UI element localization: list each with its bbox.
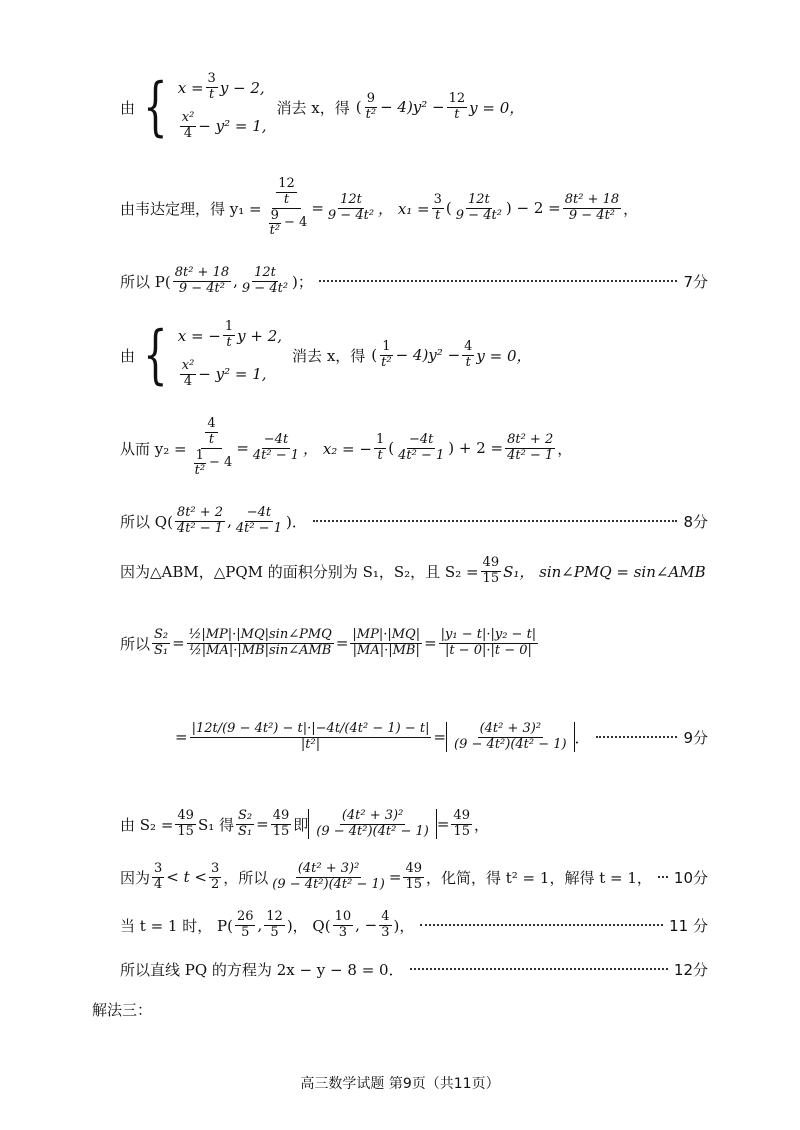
fraction: $\frac{49}{15}$: [482, 554, 500, 586]
system-1-line: 由 { x = $\frac{3}{t}$ y − 2, x² 4 − y² = 1, 消去 x，得 ( 9 t² − 4)y² − $\frac{12}{t}$ y = 0，: [120, 70, 525, 144]
fraction: $\frac{\text{|y₁ − t|·|y₂ − t|}}{|t - 0|\cdot|t - 0|}$: [440, 626, 537, 658]
fraction: 3 4: [154, 860, 163, 892]
fraction: $\frac{\text{(4t² + 3)²}}{\text{(9 − 4t²)(4t² − 1)}}$: [272, 860, 385, 892]
fraction: $\frac{\text{S₂}}{\text{S₁}}$: [154, 626, 169, 658]
ratio-simplified-line: = $\frac{\text{|12t/(9 − 4t²) − t|·|−4t/(4t² − 1) − t|}}{\text{|t²|}}$ = (4t² + 3)² (9 − 4t²)(4t² − 1) ． 9分: [175, 720, 708, 752]
absolute-value: (4t² + 3)² (9 − 4t²)(4t² − 1): [446, 722, 575, 753]
compound-fraction: $\frac{12}{t}$ 9 t² − 4: [269, 175, 308, 239]
fraction: $\frac{1}{t}$: [375, 431, 385, 463]
score-marker: 8分: [683, 512, 708, 531]
point-q-line: 所以 Q( 8t² + 2 4t² − 1 , −4t 4t² − 1 )． 8分: [120, 504, 708, 536]
fraction: $\frac{4}{3}$: [381, 908, 390, 940]
fraction: 12t 9 − 4t²: [241, 264, 289, 296]
leader-dots: [319, 280, 678, 282]
point-p-line: 所以 P( 8t² + 18 9 − 4t² , 12t 9 − 4t² )； 7分: [120, 264, 708, 296]
fraction: −4t 4t² − 1: [235, 504, 282, 536]
fraction: x² 4: [181, 110, 195, 141]
vieta-line-1: 由韦达定理，得 y₁ = $\frac{12}{t}$ 9 t² − 4 = $\frac{12t}{\text{9 − 4t²}}$ ， x₁ = $\frac{3}{t}$ ( 12t 9 − 4t² ) − 2 = $\frac{\text{8t² + 18}}{\text{9 − 4t²}}$ ，: [120, 175, 639, 239]
system-1-eq-b: x² 4 − y² = 1,: [181, 110, 267, 141]
fraction: $\frac{4}{t}$: [464, 338, 473, 370]
solve-line: 因为 3 4 < t < 3 2 ，所以 $\frac{\text{(4t² + 3)²}}{\text{(9 − 4t²)(4t² − 1)}}$ = $\frac{49}{15}$ ，化简，得 t² = 1，解得 t = 1， 10分: [120, 860, 708, 892]
area-statement: 因为△ABM，△PQM 的面积分别为 S₁，S₂，且 S₂ = $\frac{49}{15}$ S₁， sin∠PMQ = sin∠AMB: [120, 554, 706, 586]
fraction: 9 t²: [365, 90, 377, 122]
fraction: $\frac{49}{15}$: [177, 807, 194, 839]
score-marker: 12分: [673, 960, 708, 979]
fraction: $\frac{\text{8t² + 2}}{\text{4t² − 1}}$: [507, 431, 554, 463]
fraction: $\frac{12}{t}$: [448, 90, 466, 122]
fraction: x² 4: [181, 358, 195, 389]
fraction: $\frac{3}{t}$: [433, 191, 442, 223]
fraction: $\frac{49}{15}$: [272, 807, 290, 839]
fraction: −4t 4t² − 1: [398, 431, 445, 463]
fraction: 3 2: [211, 860, 220, 892]
score-marker: 11 分: [669, 916, 708, 935]
line-equation-result: 所以直线 PQ 的方程为 2x − y − 8 = 0． 12分: [120, 960, 708, 979]
compound-fraction: $\frac{4}{t}$ 1 t² − 4: [194, 415, 233, 479]
score-marker: 7分: [683, 272, 708, 291]
system-1-brace: {: [143, 70, 168, 144]
leader-dots: [313, 520, 678, 522]
vieta-line-2: 从而 y₂ = $\frac{4}{t}$ 1 t² − 4 = $\frac{-4t}{\text{4t² − 1}}$ ， x₂ = − $\frac{1}{t}$ ( −4t 4t² − 1 ) + 2 = $\frac{\text{8t² + 2}}{\text{4t² − 1}}$ ，: [120, 415, 573, 479]
fraction: 8t² + 18 9 − 4t²: [174, 264, 230, 296]
fraction: $\frac{-4t}{\text{4t² − 1}}$: [252, 431, 300, 463]
score-marker: 9分: [683, 728, 708, 747]
absolute-value: (4t² + 3)² (9 − 4t²)(4t² − 1): [308, 809, 437, 840]
fraction: $\frac{\text{S₂}}{\text{S₁}}$: [238, 807, 253, 839]
system-2-line: 由 { x = − $\frac{1}{t}$ y + 2, x² 4 − y² = 1, 消去 x，得 ( 1 t² − 4)y² − $\frac{4}{t}$ y = 0，: [120, 318, 532, 392]
system-2-brace: {: [143, 318, 168, 392]
system-1-equations: [178, 72, 267, 142]
fraction: 1 t²: [381, 338, 392, 370]
system-2-equations: [178, 320, 282, 390]
fraction: 8t² + 2 4t² − 1: [176, 504, 224, 536]
leader-dots: [410, 968, 668, 970]
fraction: $\frac{12t}{\text{9 − 4t²}}$: [327, 191, 375, 223]
fraction: $\frac{\text{|12t/(9 − 4t²) − t|·|−4t/(4t² − 1) − t|}}{\text{|t²|}}$: [191, 720, 430, 752]
fraction: 10 3: [334, 908, 352, 940]
page-footer: 高三数学试题 第9页（共11页）: [300, 1076, 500, 1092]
vieta-1-prefix: 由韦达定理，得 y₁ =: [120, 199, 262, 218]
fraction: ½|MP|·|MQ|sin∠PMQ ½|MA|·|MB|sin∠AMB: [188, 626, 332, 658]
leader-dots: [658, 876, 668, 878]
system-1-eq-a: x = $\frac{3}{t}$ y − 2,: [177, 71, 265, 103]
fraction: $\frac{49}{15}$: [405, 860, 422, 892]
fraction: $\frac{\text{8t² + 18}}{\text{9 − 4t²}}$: [564, 191, 620, 223]
system-1-prefix: 由: [120, 98, 136, 117]
system-2-eq-a: x = − $\frac{1}{t}$ y + 2,: [177, 319, 283, 351]
leader-dots: [420, 924, 663, 926]
fraction: 12t 9 − 4t²: [455, 191, 502, 223]
fraction: $\frac{|MP|\cdot|MQ|}{|MA|\cdot|MB|}$: [352, 626, 421, 658]
leader-dots: [596, 736, 678, 738]
equation-line: 由 S₂ = $\frac{49}{15}$ S₁ 得 $\frac{\text{S₂}}{\text{S₁}}$ = $\frac{49}{15}$ 即 (4t² + 3)² (9 − 4t²)(4t² − 1) = $\frac{49}{15}$ ，: [120, 807, 489, 839]
fraction: $\frac{1}{t}$: [224, 319, 234, 351]
method-three-heading: 解法三：: [92, 1000, 153, 1019]
fraction: $\frac{49}{15}$: [453, 807, 470, 839]
system-1-mid: 消去 x，得: [276, 98, 350, 117]
points-result-line: 当 t = 1 时， P( 26 5 , 12 5 )， Q( 10 3 , − $\frac{4}{3}$ )， 11 分: [120, 908, 708, 940]
score-marker: 10分: [673, 868, 708, 887]
fraction: $\frac{3}{t}$: [207, 71, 216, 103]
ratio-line: 所以 $\frac{\text{S₂}}{\text{S₁}}$ = ½|MP|·|MQ|sin∠PMQ ½|MA|·|MB|sin∠AMB = $\frac{|MP|\cdot|MQ|}{|MA|\cdot|MB|}$ = $\frac{\text{|y₁ − t|·|y₂ − t|}}{|t - 0|\cdot|t - 0|}$: [120, 626, 537, 658]
system-2-eq-b: x² 4 − y² = 1,: [181, 358, 267, 389]
fraction: 26 5: [236, 908, 254, 940]
fraction: 12 5: [266, 908, 283, 940]
